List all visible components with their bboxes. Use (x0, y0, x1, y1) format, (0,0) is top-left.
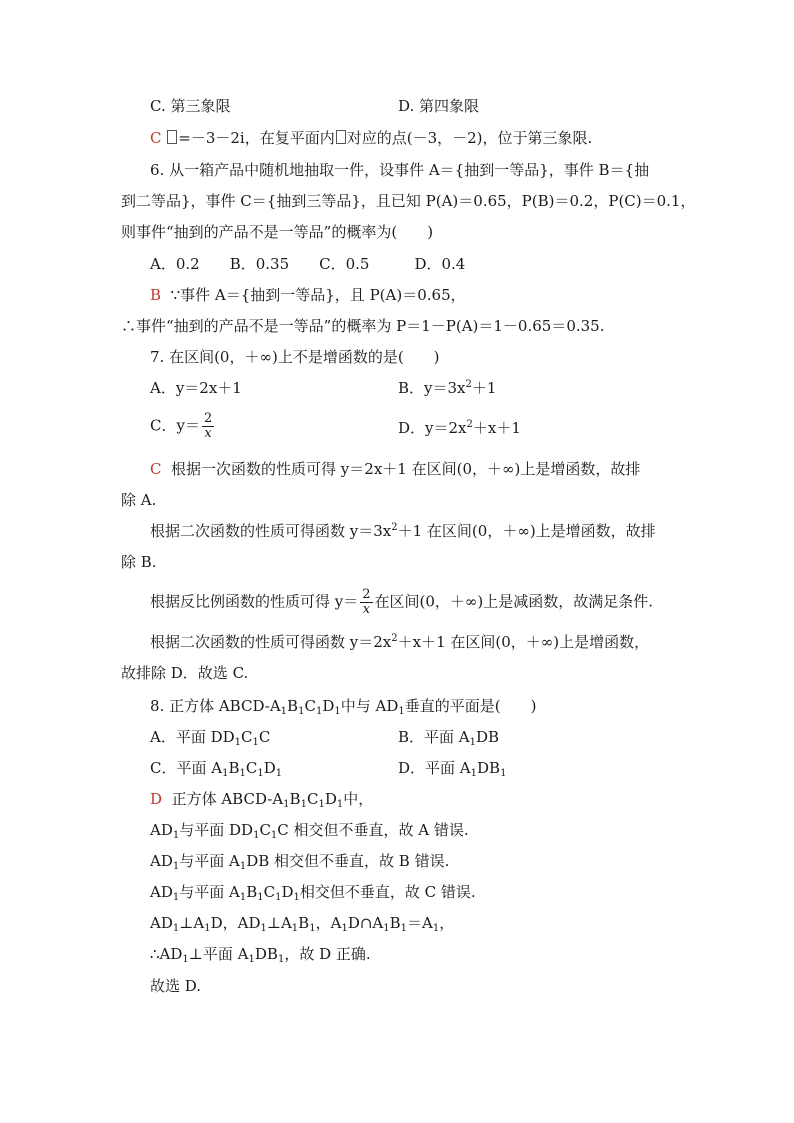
option-7d: D．$y=2x^2+x+1$ (398, 419, 521, 437)
answer-8-line3: $AD_1$与平面 $A_1DB$ 相交但不垂直，故 B 错误. (150, 852, 450, 872)
answer-7-line6: 根据二次函数的性质可得函数 $y=2x^2+x+1$ 在区间(0，＋∞)上是增函数， (150, 633, 650, 651)
fraction: $\frac{2}{x}$ (362, 587, 371, 617)
option-7c: C．y＝ $\frac{2}{x}$ (150, 411, 213, 441)
answer-8-line6: $\therefore AD_1\perp$平面 $A_1DB_1$，故 D 正确. (150, 945, 371, 965)
fraction: $\frac{2}{x}$ (203, 411, 213, 441)
answer-letter: C (150, 129, 162, 147)
missing-glyph-icon (336, 130, 346, 144)
question-6-options: A．0.2 B．0.35 C．0.5 D．0.4 (150, 255, 466, 273)
answer-7-line4: 除 B. (121, 553, 157, 571)
answer-8-line4: $AD_1$与平面 $A_1B_1C_1D_1$相交但不垂直，故 C 错误. (150, 883, 476, 903)
answer-8-line5: $AD_1\perp A_1D$，$AD_1\perp A_1B_1$，$A_1D\cap A_1B_1=A_1$， (150, 914, 455, 934)
answer-7-line7: 故排除 D．故选 C. (121, 664, 249, 682)
answer-7-line3: 根据二次函数的性质可得函数 $y=3x^2+1$ 在区间(0，＋∞)上是增函数，故排 (150, 522, 656, 540)
question-6-line2: 到二等品}，事件 C＝{抽到三等品}，且已知 P(A)＝0.65，P(B)＝0.2，P(C)＝0.1， (121, 192, 696, 210)
question-6-line1: 6. 从一箱产品中随机地抽取一件，设事件 A＝{抽到一等品}，事件 B＝{抽 (150, 161, 650, 179)
option-8a: A．平面 $DD_1C_1C$ (150, 728, 271, 748)
question-8: 8. 正方体 ABCD-$A_1B_1C_1D_1$中与 $AD_1$垂直的平面是( ) (150, 697, 537, 717)
answer-letter: D (150, 790, 163, 808)
answer-7-line2: 除 A. (121, 491, 157, 509)
answer-8: D 正方体 ABCD-$A_1B_1C_1D_1$中， (150, 790, 374, 810)
answer-letter: B (150, 286, 162, 304)
answer-8-line7: 故选 D. (150, 977, 202, 995)
option-c-quadrant: C. 第三象限 (150, 97, 231, 115)
option-8d: D．平面 $A_1DB_1$ (398, 759, 507, 779)
option-7b: B．$y=3x^2+1$ (398, 379, 497, 397)
question-6-line3: 则事件“抽到的产品不是一等品”的概率为( ) (121, 223, 434, 241)
answer-6-line2: ∴事件“抽到的产品不是一等品”的概率为 P＝1－P(A)＝1－0.65＝0.35. (121, 317, 605, 335)
answer-letter: C (150, 460, 162, 478)
option-7a: A．y＝2x＋1 (150, 379, 242, 397)
option-d-quadrant: D. 第四象限 (398, 97, 480, 115)
answer-5: C =－3－2i，在复平面内 对应的点(－3，－2)，位于第三象限. (150, 129, 593, 147)
option-8c: C．平面 $A_1B_1C_1D_1$ (150, 759, 283, 779)
answer-8-line2: $AD_1$与平面 $DD_1C_1C$ 相交但不垂直，故 A 错误. (150, 821, 469, 841)
option-8b: B．平面 $A_1DB$ (398, 728, 500, 748)
answer-7-line5: 根据反比例函数的性质可得 y＝ $\frac{2}{x}$ 在区间(0，＋∞)上是减函数，故满足条件. (150, 587, 654, 617)
answer-7: C 根据一次函数的性质可得 y＝2x＋1 在区间(0，＋∞)上是增函数，故排 (150, 460, 641, 478)
answer-6: B ∵事件 A＝{抽到一等品}，且 P(A)＝0.65， (150, 286, 466, 304)
question-7: 7. 在区间(0，＋∞)上不是增函数的是( ) (150, 348, 440, 366)
missing-glyph-icon (167, 130, 177, 144)
